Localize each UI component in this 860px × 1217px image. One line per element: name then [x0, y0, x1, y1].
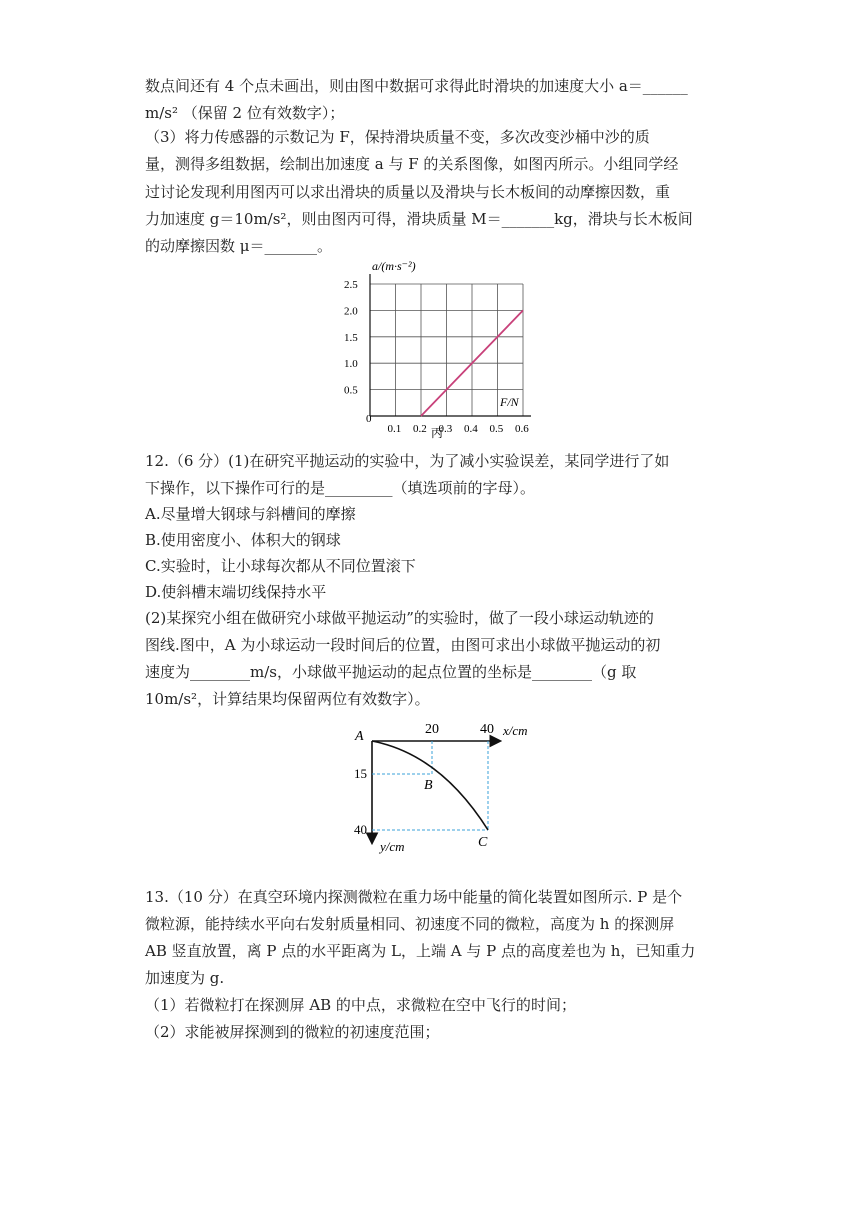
q11-line-6: 力加速度 g＝10m/s²，则由图丙可得，滑块质量 M＝_______kg，滑块与长木板间 [145, 210, 693, 228]
q13-sub-2: （2）求能被屏探测到的微粒的初速度范围； [145, 1023, 440, 1041]
q12-part2-line-2: 图线.图中，A 为小球运动一段时间后的位置，由图可求出小球做平抛运动的初 [145, 636, 661, 654]
q11-line-1: 数点间还有 4 个点未画出，则由图中数据可求得此时滑块的加速度大小 a＝______ [145, 77, 688, 95]
x-tick-label: 0.6 [515, 423, 529, 435]
y-tick-label: 1.0 [344, 358, 358, 371]
chart-caption: 丙 [431, 426, 444, 440]
q13-line-2: 微粒源，能持续水平向右发射质量相同、初速度不同的微粒，高度为 h 的探测屏 [145, 915, 675, 933]
y-tick-40: 40 [354, 822, 367, 837]
chart-y-label: a/(m·s⁻²) [372, 259, 416, 273]
point-b-label: B [424, 778, 433, 793]
x-tick-40: 40 [480, 722, 494, 737]
y-tick-label: 1.5 [344, 331, 358, 344]
q11-line-4: 量，测得多组数据，绘制出加速度 a 与 F 的关系图像，如图丙所示。小组同学经 [145, 155, 679, 173]
chart-origin-label: 0 [366, 413, 372, 425]
x-tick-label: 0.1 [387, 423, 402, 435]
q12-option-a: A.尽量增大钢球与斜槽间的摩擦 [145, 505, 356, 523]
y-tick-label: 2.5 [344, 279, 358, 291]
q13-line-3: AB 竖直放置，离 P 点的水平距离为 L，上端 A 与 P 点的高度差也为 h，已知重力 [145, 942, 696, 960]
y-tick-label: 2.0 [344, 305, 358, 318]
y-axis-label: y/cm [380, 839, 405, 854]
y-tick-15: 15 [354, 766, 367, 781]
x-tick-label: 0.2 [413, 423, 427, 435]
x-axis-label: x/cm [503, 723, 528, 738]
x-tick-label: 0.4 [464, 423, 478, 435]
q12-line-2: 下操作，以下操作可行的是_________（填选项前的字母）。 [145, 479, 536, 497]
q12-part2-line-4: 10m/s²，计算结果均保留两位有效数字）。 [145, 690, 430, 708]
x-tick-label: 0.5 [489, 423, 504, 435]
point-a-label: A [355, 729, 364, 744]
q12-option-b: B.使用密度小、体积大的钢球 [145, 531, 341, 549]
q13-sub-1: （1）若微粒打在探测屏 AB 的中点，求微粒在空中飞行的时间； [145, 996, 576, 1014]
q11-line-2: m/s² （保留 2 位有效数字）； [145, 104, 345, 122]
q12-option-d: D.使斜槽末端切线保持水平 [145, 583, 327, 601]
q12-part2-line-1: (2)某探究小组在做研究小球做平抛运动”的实验时，做了一段小球运动轨迹的 [145, 609, 654, 627]
x-tick-label: 0.3 [438, 423, 453, 435]
q11-line-5: 过讨论发现利用图丙可以求出滑块的质量以及滑块与长木板间的动摩擦因数，重 [145, 183, 671, 201]
x-tick-20: 20 [425, 722, 439, 737]
q13-line-1: 13.（10 分）在真空环境内探测微粒在重力场中能量的简化装置如图所示. P 是个 [145, 888, 683, 906]
q12-part2-line-3: 速度为________m/s，小球做平抛运动的起点位置的坐标是________（g 取 [145, 663, 637, 681]
point-c-label: C [478, 835, 488, 850]
q13-line-4: 加速度为 g. [145, 969, 225, 987]
q11-line-3: （3）将力传感器的示数记为 F，保持滑块质量不变，多次改变沙桶中沙的质 [145, 128, 650, 146]
q11-line-7: 的动摩擦因数 μ＝_______。 [145, 237, 333, 255]
trajectory-figure [345, 714, 545, 864]
q12-option-c: C.实验时，让小球每次都从不同位置滚下 [145, 557, 416, 575]
y-tick-label: 0.5 [344, 384, 358, 397]
q12-line-1: 12.（6 分）(1)在研究平抛运动的实验中，为了减小实验误差，某同学进行了如 [145, 452, 670, 470]
a-f-chart [340, 256, 540, 442]
chart-ticks [344, 279, 529, 435]
chart-x-label: F/N [500, 395, 519, 409]
